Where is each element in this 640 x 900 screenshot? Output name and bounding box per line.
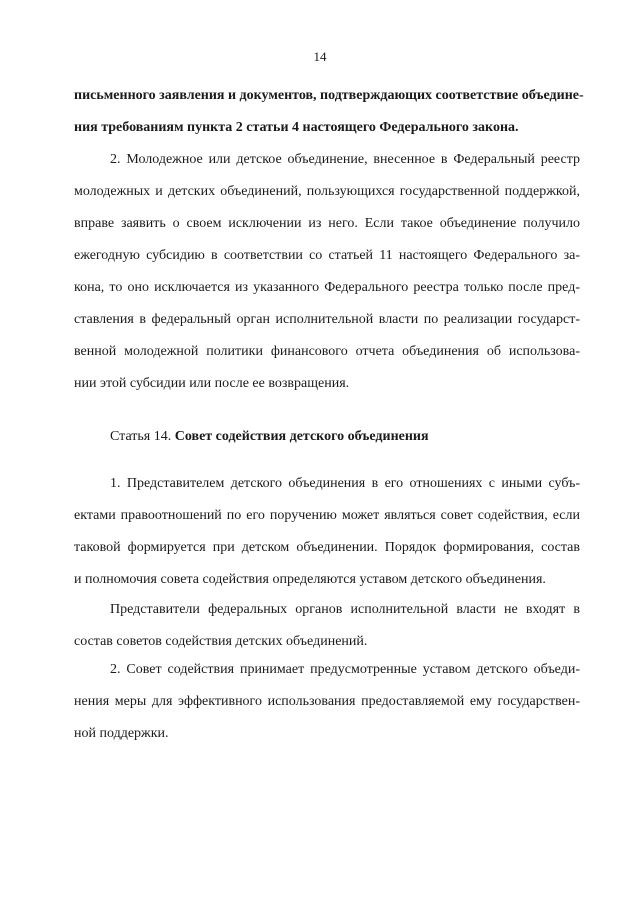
text-line: 1. Представителем детского объединения в его отношениях с иными субъ-	[110, 476, 580, 491]
paragraph-council-measures	[74, 654, 580, 750]
text-line: вправе заявить о своем исключении из него. Если такое объединение получило	[74, 216, 580, 231]
text-line: 2. Совет содействия принимает предусмотренные уставом детского объеди-	[110, 662, 580, 677]
text-line: ной поддержки.	[74, 726, 169, 741]
text-line: нения меры для эффективного использования предоставляемой ему государствен-	[74, 694, 580, 709]
text-line: молодежных и детских объединений, пользующихся государственной поддержкой,	[74, 184, 580, 199]
article-title: Совет содействия детского объединения	[174, 429, 429, 444]
paragraph-continuation	[74, 80, 584, 144]
paragraph-representative	[74, 468, 580, 596]
text-line: 2. Молодежное или детское объединение, внесенное в Федеральный реестр	[110, 152, 580, 167]
text-line: письменного заявления и документов, подтверждающих соответствие объедине-	[74, 88, 584, 103]
text-line: ежегодную субсидию в соответствии со статьей 11 настоящего Федерального за-	[74, 248, 580, 263]
article-heading	[110, 426, 429, 448]
page-number: 14	[313, 49, 327, 64]
text-line: и полномочия совета содействия определяются уставом детского объединения.	[74, 572, 546, 587]
text-line: Представители федеральных органов исполнительной власти не входят в	[110, 602, 580, 617]
article-number: Статья 14.	[110, 429, 172, 444]
text-line: ния требованиям пункта 2 статьи 4 настоящего Федерального закона.	[74, 120, 519, 135]
paragraph-exclusion-from-registry	[74, 144, 580, 400]
text-line: кона, то оно исключается из указанного Федерального реестра только после пред-	[74, 280, 580, 295]
text-line: нии этой субсидии или после ее возвращения.	[74, 376, 350, 391]
text-line: ектами правоотношений по его поручению может являться совет содействия, если	[74, 508, 580, 523]
text-line: ставления в федеральный орган исполнительной власти по реализации государст-	[74, 312, 580, 327]
text-line: состав советов содействия детских объединений.	[74, 634, 368, 649]
text-line: таковой формируется при детском объединении. Порядок формирования, состав	[74, 540, 580, 555]
paragraph-federal-representatives	[74, 594, 580, 658]
text-line: венной молодежной политики финансового отчета объединения об использова-	[74, 344, 580, 359]
